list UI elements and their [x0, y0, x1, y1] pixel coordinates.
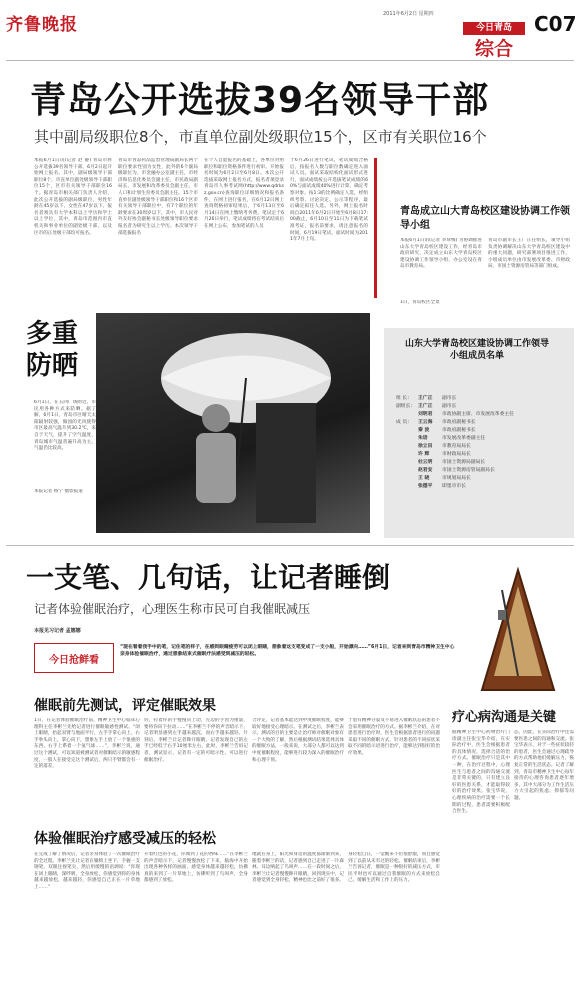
kicker-label: 今日抢鲜看 — [49, 654, 99, 666]
issue-date: 2011年6月2日 星期四 — [383, 11, 434, 17]
member-name: 徐立田 — [418, 444, 433, 449]
member-role — [396, 435, 418, 443]
member-row — [396, 467, 570, 475]
member-row — [396, 395, 570, 403]
member-role — [396, 467, 418, 475]
subhead-1: 催眠前先测试，评定催眠效果 — [34, 698, 216, 714]
member-name: 王云海 — [418, 420, 433, 425]
member-row — [396, 403, 570, 411]
sidebar2-column-2: 态，因此，在实际治疗中还需要医患之间的沟通和交流。张宝华表示，对于一些症状较轻的患者，医生会通过心理疏导的方式帮助他们缓解压力，恢复正常的生活状态。记者了解到，青岛市精神卫生中心每年接待的心理咨询患者逐年增多，其中大部分为工作生活压力大引起的焦虑、抑郁等问题。 — [514, 730, 574, 801]
sub1-column-2: 轻，拉着你的手慢慢向上动，左边的手因为重量，要将你向下拉动……”在李彬兰不停的声音暗示下，记者明显感到左手越来越沉，而右手越来越轻。片刻后，李彬兰让记者睁开眼睛，记者发现自己的左手已经低于右手10厘米左右，此时，李彬兰告诉记者，测试显示，记者有一定的可暗示性，可以进行催眠治疗。 — [144, 718, 248, 763]
member-name: 赵君安 — [418, 468, 433, 473]
member-post: 市国土资源局副局长 — [442, 460, 486, 465]
sub2-column-1: 在完成了解了情况后，记者亲身体验了一次催眠治疗的全过程。李彬兰先让记者在躺椅上坐下，手握一支钢笔，双眼注视笔尖，然后用缓慢的语调说：“你现在闭上眼睛，深呼吸，全身放松，你感觉到你的身体越来越放松，越来越轻，你感觉自己正在一片草地上……” — [34, 852, 140, 890]
newspaper-logo: 齐鲁晚报 — [6, 15, 78, 35]
sidebox-caption: 1日，青岛校区全景 — [400, 300, 440, 305]
weather-caption: 6月1日，在五四广场附近，市民用各种方式来防晒。据了解，6月1日，青岛市区晴天太阳辐射较强，做园的光风使得市区最高气温升到30.2℃，来自于天气，提升了空气温度，青岛城市气温普遍升高为主。气温仍比较高。 — [34, 400, 96, 452]
sub2-column-3: 地就在身上，阳光和身边的温度都渐渐到来，随着李彬兰的话，记者感到自己走进了一片森林，耳边响起了鸟叫声……在一段时间之后，李彬兰让记者慢慢睁开眼睛，回到现实中，记者感觉到全身轻松，精神也比之前好了很多。 — [252, 852, 344, 884]
member-post: 市政协副主席、市发展改革委主任 — [442, 412, 514, 417]
member-role — [396, 483, 418, 491]
member-post: 市政府副秘书长 — [442, 428, 476, 433]
member-role — [396, 451, 418, 459]
member-post: 市规划局局长 — [442, 476, 471, 481]
sidebox-column-1: 本报6月1日讯(记者 李珍梅) 为协调推进山东大学青岛校区建设工作，经青岛市政府研究，决定成立山东大学青岛校区建设协调工作领导小组，办公室设在青岛市教育局。 — [400, 238, 482, 270]
top-rule — [6, 60, 574, 61]
member-row — [396, 443, 570, 451]
story2-deck: 记者体验催眠治疗，心理医生称市民可自我催眠减压 — [34, 602, 311, 616]
member-name: 张德平 — [418, 484, 433, 489]
weather-headline: 多重防晒 — [26, 319, 79, 381]
member-name: 王广正 — [418, 396, 433, 401]
sub2-column-4: 身轻松自在，一觉醒来不但很舒服，而且感觉到了以前从未有过的轻松。催眠结束后，李彬兰告诉记者，催眠是一种很好的减压方式，市民平时也可以通过自我催眠的方式来放松自己，缓解生活和工作上的压力。 — [348, 852, 440, 884]
member-role: 成 员： — [396, 420, 412, 425]
umbrella-photo-illustration — [96, 313, 370, 533]
member-role — [396, 459, 418, 467]
metronome-photo — [462, 566, 574, 694]
sidebox-title: 青岛成立山大青岛校区建设协调工作领导小组 — [400, 206, 570, 231]
member-row — [396, 411, 570, 419]
weather-photo — [96, 313, 370, 533]
member-name: 王广正 — [418, 404, 433, 409]
story2-byline: 本报见习记者 孟娜娜 — [34, 628, 81, 634]
kicker-badge — [34, 643, 114, 673]
member-role — [396, 427, 418, 435]
member-list-title: 山东大学青岛校区建设协调工作领导小组成员名单 — [404, 339, 549, 361]
story2-lede: “现在看着我手中的笔，记住笔的样子，在感到眼睛疲劳可以闭上眼睛，想象着这支笔变成了一支小船，开始漂向……”6月1日，记者来到青岛市精神卫生中心亲身体验催眠治疗，通过想象结束式催眠疗法感受到减压的轻松。 — [120, 645, 455, 657]
sidebox-column-2: 青岛市副市长王广正任组长，领导小组负责协调解决山东大学青岛校区建设中的重大问题，研究部署项目推进工作，小组成员单位由市发展改革委、市财政局、市国土资源房管局等部门组成。 — [488, 238, 570, 270]
sub1-column-3: 合评定，记者基本能达到中度催眠程度，能够较好地接受心理暗示。在测试之后，李彬兰表示，测试的目的主要是让治疗师对催眠对象有一个大致的了解，然后根据测试结果选择具体的催眠方法，一般来说，大部分人都可以达到中度催眠程度，能够进行较为深入的催眠治疗和心理干预。 — [252, 718, 344, 763]
sidebar2-title: 疗心病沟通是关键 — [452, 710, 557, 725]
member-role: 副组长： — [396, 404, 416, 409]
story1-column-3: 在个人自愿报名的基础上，各单位对照职位和职位资格条件进行初审。开始报名时间为6月2日至6月8日。本次公开选拔采取网上报名方式，报名者须登录青岛市人事考试网(http://www.qdrksz.gov.cn)查询职位详细情况和报名条件，在网上进行报名，在6月12日网上查询资格初审结果后，于6月13日至6月14日在网上缴纳考务费。笔试定于6月26日举行，笔试成绩将在考试结束后在网上公布，参加笔试的人员 — [204, 158, 284, 229]
member-post: 副市长 — [442, 396, 457, 401]
subhead-2: 体验催眠治疗感受减压的轻松 — [34, 831, 216, 847]
member-name: 刘明君 — [418, 412, 433, 417]
member-row — [396, 451, 570, 459]
story1-column-4: 于6月26日进行笔试，笔试成绩合格后，按报名人数与职位数确定进入面试人员。面试采取结构化面试形式进行，面试成绩按公开选拔笔试成绩的60%与面试成绩40%进行计算，确定考察对象。按1:3的比例确定人选，经组织考察、讨论决定、公示等程序，最后确定拟任人选。另外，网上报名时间自2011年6月2日开始至6月8日17:00截止，6月10日至11日为下载笔试准考证，报名前要求，请注意报名的时间，6月19日笔试，面试时间为2011年7月上旬。 — [290, 158, 368, 243]
section-rule — [6, 545, 574, 546]
member-role — [396, 443, 418, 451]
member-role — [396, 411, 418, 419]
member-row — [396, 419, 570, 427]
weather-credit: 本报记者 杨宁 摄影报道 — [34, 489, 83, 494]
member-name: 朱语 — [418, 436, 428, 441]
member-post: 即墨市市长 — [442, 484, 466, 489]
sub1-column-4: 于患有精神分裂及不易进入催眠状态的患者不会采用催眠治疗的方式。据李彬兰介绍，在对患者进行治疗时，医生会根据患者进行的问题采取不同的催眠方式，针对患者的不同症状采取不同的暗示语进行治疗，能够达到很好的治疗效果。 — [348, 718, 440, 756]
story1-column-2: 青岛市食品药品监督管理局副局长两个职位要求性别为女性，此外的6个副局级职位为，市金融办公室副主任，市经济和信息化委员会副主任，市民政局副局长，市发展和改革委员会副主任，市人口和计划生育委员会副主任。15个市直单位副处级领导干部职位和16个区市有关领导干部职位中，有7个职位的年龄要求在30周岁以下，其中，市人民对外友好协会副秘书长处级领导职位要求报名者为研究生以上学历。本次领导干部选拔报名 — [118, 158, 198, 236]
member-post: 市发展改革委副主任 — [442, 436, 486, 441]
page-number: C07 — [534, 12, 577, 36]
member-name: 许 辉 — [418, 452, 430, 457]
member-post: 市国土资源房管局副局长 — [442, 468, 495, 473]
sub1-column-1: 1日，在记者体验催眠治疗前，精神卫生中心临床心理科主任李彬兰先给记者进行催眠敏感性测试。“闭上眼睛，抬起双臂与地面平行，左手手掌心向上，右手拳头向上，掌心向下，想象左手上放了一个很重的东西，右手上系着一个氢气球……”，李彬兰说，通过这个测试，可以知道被测试者对催眠暗示的敏感程度，一般人在接受完这个测试后，两只手臂都会有一定的落差， — [34, 718, 140, 770]
sidebox-accent — [374, 158, 377, 298]
story2-headline: 一支笔、几句话，让记者睡倒 — [26, 561, 391, 594]
sidebar2-column-1: 据精神卫生中心药物治疗门诊副主任张宝华介绍，在实际治疗中，医生会根据患者的具体情况，选择合适的治疗方式。催眠治疗只是其中一种，在治疗过程中，心理医生与患者之间的沟通交流是非常关键的，只有建立良好的医患关系，才能取得较好的治疗效果。张宝华说，心理疾病的治疗需要一个长期的过程，患者需要积极配合医生。 — [452, 730, 510, 815]
member-row — [396, 483, 570, 491]
member-row — [396, 459, 570, 467]
member-row — [396, 475, 570, 483]
sub2-column-2: 开着红色的小花，你闻到了花的香味……”在李彬兰的声音暗示下，记者慢慢放松了下来，脑海中开始出现各种各样的画面，感觉身体越来越轻松，仿佛真的来到了一片草地上，仿佛听到了鸟叫声，全身都感到了放松。 — [144, 852, 248, 884]
member-role — [396, 475, 418, 483]
member-post: 市教育局局长 — [442, 444, 471, 449]
member-post: 市政府副秘书长 — [442, 420, 476, 425]
metronome-illustration — [462, 566, 574, 694]
member-name: 王 晓 — [418, 476, 430, 481]
member-row — [396, 427, 570, 435]
member-post: 副市长 — [442, 404, 457, 409]
member-post: 市财政局局长 — [442, 452, 471, 457]
section-pill: 今日青岛 — [463, 22, 525, 35]
main-headline: 青岛公开选拔39名领导干部 — [30, 80, 490, 121]
member-name: 秦 波 — [418, 428, 430, 433]
main-deck: 其中副局级职位8个，市直单位副处级职位15个，区市有关职位16个 — [34, 128, 487, 146]
story1-column-1: 本报6月1日讯(记者 赵 静) 青岛市将公开选拔39名领导干部，6月2日起开始网上报名。其中，副局级领导干部职位8个，市直单位副处级领导干部职位15个，区市有关领导干部职位16个。据青岛市相关部门负责人介绍，此次公开选拔的副局级职位，男性年龄在45岁以下，女性在47岁以下。报名者须具有大学本科以上学历和学士以上学位，其中，青岛市范围内市直机关和事业单位的副处级干部，以及区市的正处级干部均可报名。 — [34, 158, 112, 236]
section-name: 综合 — [474, 38, 513, 60]
member-name: 杜云明 — [418, 460, 433, 465]
member-row — [396, 435, 570, 443]
member-role: 组 长： — [396, 396, 412, 401]
member-list — [396, 395, 570, 491]
